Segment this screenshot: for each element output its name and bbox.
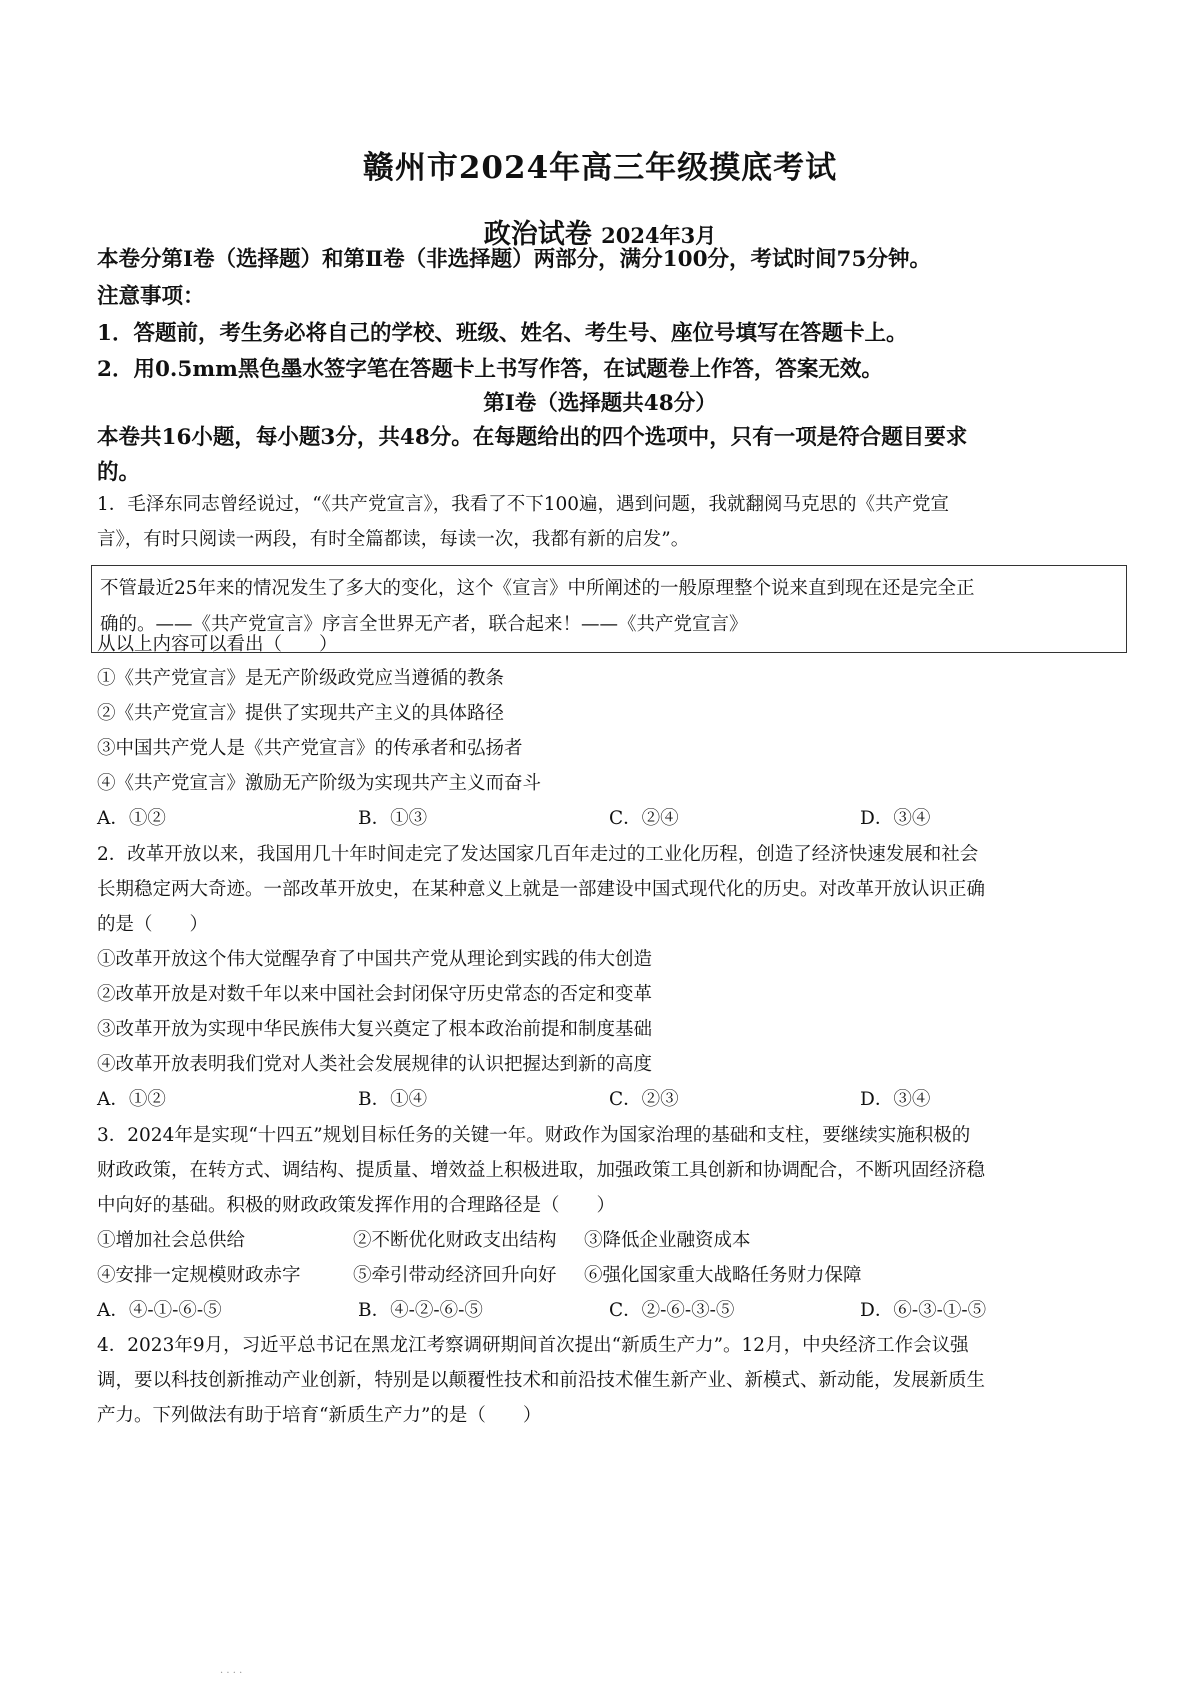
q2-options [97, 1085, 1127, 1115]
q2-stem-cont: 长期稳定两大奇迹。一部改革开放史，在某种意义上就是一部建设中国式现代化的历史。对改革开放认识正确 [97, 879, 986, 900]
q2-item: ④改革开放表明我们党对人类社会发展规律的认识把握达到新的高度 [97, 1054, 653, 1075]
q3-option-a[interactable]: A．④-①-⑥-⑤ [97, 1300, 222, 1321]
q1-item: ③中国共产党人是《共产党宣言》的传承者和弘扬者 [97, 738, 523, 759]
notice-item-1: 1．答题前，考生务必将自己的学校、班级、姓名、考生号、座位号填写在答题卡上。 [97, 321, 908, 346]
footer-mark: · · · · [220, 1668, 243, 1679]
q3-item: ④安排一定规模财政赤字 [97, 1265, 301, 1286]
q1-option-a[interactable]: A．①② [97, 808, 166, 829]
q1-option-c[interactable]: C．②④ [609, 808, 679, 829]
q1-item: ④《共产党宣言》激励无产阶级为实现共产主义而奋斗 [97, 773, 542, 794]
q1-item: ①《共产党宣言》是无产阶级政党应当遵循的教条 [97, 668, 505, 689]
q2-item: ①改革开放这个伟大觉醒孕育了中国共产党从理论到实践的伟大创造 [97, 949, 653, 970]
q3-items-row [97, 1226, 1127, 1256]
q1-option-b[interactable]: B．①③ [358, 808, 428, 829]
q3-item: ⑤牵引带动经济回升向好 [353, 1265, 557, 1286]
q2-option-c[interactable]: C．②③ [609, 1089, 679, 1110]
q2-option-b[interactable]: B．①④ [358, 1089, 428, 1110]
q1-ask: 从以上内容可以看出（ ） [97, 634, 338, 655]
exam-title: 赣州市2024年高三年级摸底考试 [362, 150, 838, 186]
q2-option-a[interactable]: A．①② [97, 1089, 166, 1110]
q3-item: ①增加社会总供给 [97, 1230, 246, 1251]
q4-stem: 4．2023年9月，习近平总书记在黑龙江考察调研期间首次提出“新质生产力”。12月，中央经济工作会议强 [97, 1335, 969, 1356]
notice-item-2: 2．用0.5mm黑色墨水签字笔在答题卡上书写作答，在试题卷上作答，答案无效。 [97, 357, 883, 382]
q3-stem: 3．2024年是实现“十四五”规划目标任务的关键一年。财政作为国家治理的基础和支柱，要继续实施积极的 [97, 1125, 971, 1146]
q2-option-d[interactable]: D．③④ [860, 1089, 931, 1110]
q1-stem: 1．毛泽东同志曾经说过，“《共产党宣言》，我看了不下100遍，遇到问题，我就翻阅马克思的《共产党宣 [97, 494, 950, 515]
q3-items-row [97, 1261, 1127, 1291]
q2-item: ②改革开放是对数千年以来中国社会封闭保守历史常态的否定和变革 [97, 984, 653, 1005]
q1-option-d[interactable]: D．③④ [860, 808, 931, 829]
section-description: 本卷共16小题，每小题3分，共48分。在每题给出的四个选项中，只有一项是符合题目要求 [97, 425, 968, 450]
q3-stem-cont: 财政政策，在转方式、调结构、提质量、增效益上积极进取，加强政策工具创新和协调配合，不断巩固经济稳 [97, 1160, 986, 1181]
q3-options [97, 1296, 1127, 1326]
section-description-cont: 的。 [97, 460, 141, 485]
q1-stem-cont: 言》，有时只阅读一两段，有时全篇都读，每读一次，我都有新的启发”。 [97, 529, 690, 550]
q2-item: ③改革开放为实现中华民族伟大复兴奠定了根本政治前提和制度基础 [97, 1019, 653, 1040]
q3-option-d[interactable]: D．⑥-③-①-⑤ [860, 1300, 987, 1321]
q3-option-b[interactable]: B．④-②-⑥-⑤ [358, 1300, 483, 1321]
q3-item: ②不断优化财政支出结构 [353, 1230, 557, 1251]
subject-name: 政治试卷 [483, 219, 592, 250]
q2-stem-cont: 的是（ ） [97, 914, 209, 935]
q3-stem-cont: 中向好的基础。积极的财政政策发挥作用的合理路径是（ ） [97, 1195, 616, 1216]
paper-description: 本卷分第Ⅰ卷（选择题）和第Ⅱ卷（非选择题）两部分，满分100分，考试时间75分钟。 [97, 247, 931, 272]
q1-options [97, 804, 1127, 834]
q1-item: ②《共产党宣言》提供了实现共产主义的具体路径 [97, 703, 505, 724]
exam-date: 2024年3月 [601, 223, 717, 248]
q1-quote-line: 不管最近25年来的情况发生了多大的变化，这个《宣言》中所阐述的一般原理整个说来直到现在还是完全正 [100, 578, 975, 599]
q4-stem-cont: 调，要以科技创新推动产业创新，特别是以颠覆性技术和前沿技术催生新产业、新模式、新动能，发展新质生 [97, 1370, 986, 1391]
section-title: 第Ⅰ卷（选择题共48分） [483, 391, 717, 416]
q3-item: ⑥强化国家重大战略任务财力保障 [584, 1265, 862, 1286]
q1-quote-line: 确的。——《共产党宣言》序言全世界无产者，联合起来！——《共产党宣言》 [100, 614, 748, 635]
notice-title: 注意事项： [97, 284, 205, 309]
q3-item: ③降低企业融资成本 [584, 1230, 751, 1251]
q4-stem-cont: 产力。下列做法有助于培育“新质生产力”的是（ ） [97, 1405, 542, 1426]
q2-stem: 2．改革开放以来，我国用几十年时间走完了发达国家几百年走过的工业化历程，创造了经济快速发展和社会 [97, 844, 979, 865]
q3-option-c[interactable]: C．②-⑥-③-⑤ [609, 1300, 735, 1321]
